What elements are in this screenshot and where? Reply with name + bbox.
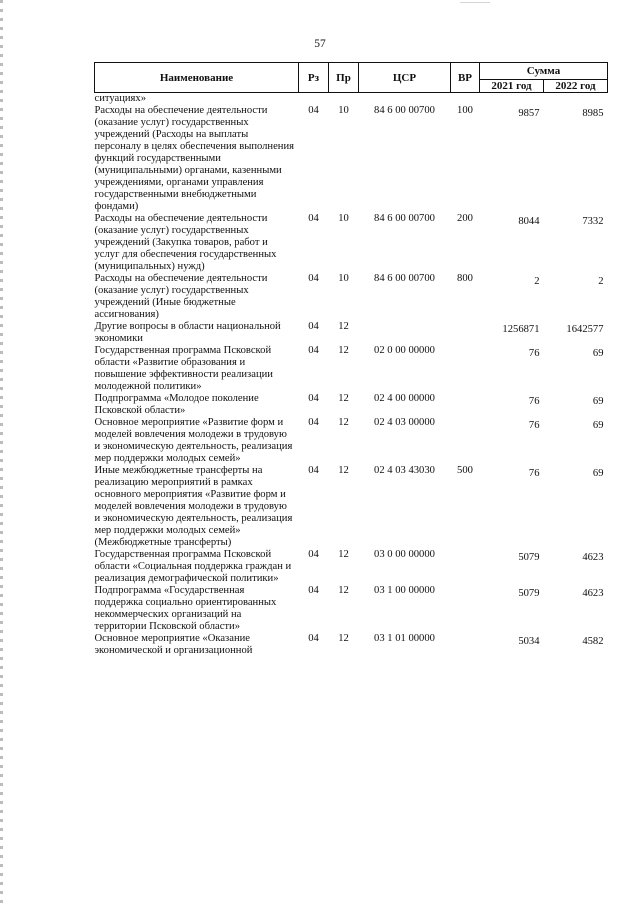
cell-rz: 04 xyxy=(308,549,319,560)
cell-2021: 76 xyxy=(528,396,540,407)
cell-rz: 04 xyxy=(308,213,319,224)
cell-2021: 76 xyxy=(528,420,540,431)
page-number: 57 xyxy=(314,38,326,50)
cell-name: Государственная программа Псковской области «Развитие образования и повышение эффективности реализации молодежной политики» xyxy=(94,345,273,392)
cell-vr xyxy=(451,93,480,106)
cell-name: Подпрограмма «Молодое поколение Псковской области» xyxy=(94,393,259,416)
header-csr: ЦСР xyxy=(359,63,451,93)
cell-2021: 9857 xyxy=(518,108,540,119)
cell-csr xyxy=(359,93,451,106)
cell-csr: 03 0 00 00000 xyxy=(374,549,435,560)
cell-name: Государственная программа Псковской области «Социальная поддержка граждан и реализация демографической политики» xyxy=(94,549,292,584)
cell-pr: 12 xyxy=(338,417,349,428)
table-row xyxy=(95,273,608,321)
table-row xyxy=(95,417,608,465)
table-row xyxy=(95,393,608,417)
cell-rz xyxy=(299,93,329,106)
cell-rz: 04 xyxy=(308,273,319,284)
cell-vr: 800 xyxy=(457,273,473,284)
cell-2021: 2 xyxy=(534,276,540,287)
cell-rz: 04 xyxy=(308,321,319,332)
header-year-2021: 2021 год xyxy=(480,80,544,93)
cell-2021: 76 xyxy=(528,348,540,359)
cell-2021: 8044 xyxy=(518,216,540,227)
cell-rz: 04 xyxy=(308,585,319,596)
cell-csr: 02 4 00 00000 xyxy=(374,393,435,404)
cell-pr: 12 xyxy=(338,465,349,476)
table-row xyxy=(95,345,608,393)
cell-name: ситуациях» xyxy=(94,93,147,104)
cell-2022: 4582 xyxy=(582,636,604,647)
cell-2021: 5079 xyxy=(518,588,540,599)
cell-name: Расходы на обеспечение деятельности (оказание услуг) государственных учреждений (Расходы на выплаты персоналу в целях обеспечения выполнения функций государственными (муниципальными) органами, казенными учреждениями, органами управления государственными внебюджетными фондами) xyxy=(94,105,295,212)
cell-2022: 8985 xyxy=(582,108,604,119)
cell-vr: 200 xyxy=(457,213,473,224)
cell-rz: 04 xyxy=(308,417,319,428)
cell-2022: 69 xyxy=(592,468,604,479)
cell-pr: 12 xyxy=(338,321,349,332)
cell-2022: 1642577 xyxy=(566,324,604,335)
cell-2022: 69 xyxy=(592,396,604,407)
cell-2022 xyxy=(544,93,608,106)
header-rz: Рз xyxy=(299,63,329,93)
cell-2022: 69 xyxy=(592,348,604,359)
cell-name: Иные межбюджетные трансферты на реализацию мероприятий в рамках основного мероприятия «Развитие форм и моделей вовлечения молодежи в трудовую и экономическую деятельность, реализация мер поддержки молодых семей» (Межбюджетные трансферты) xyxy=(94,465,293,548)
cell-csr: 84 6 00 00700 xyxy=(374,213,435,224)
cell-pr: 12 xyxy=(338,549,349,560)
cell-csr xyxy=(359,321,451,345)
cell-pr: 12 xyxy=(338,393,349,404)
cell-vr: 500 xyxy=(457,465,473,476)
cell-vr xyxy=(451,633,480,657)
table-row xyxy=(95,321,608,345)
cell-vr xyxy=(451,585,480,633)
cell-rz: 04 xyxy=(308,393,319,404)
cell-vr xyxy=(451,417,480,465)
cell-vr xyxy=(451,549,480,585)
cell-pr: 10 xyxy=(338,105,349,116)
cell-name: Подпрограмма «Государственная поддержка социально ориентированных некоммерческих организаций на территории Псковской области» xyxy=(94,585,277,632)
cell-2021 xyxy=(480,93,544,106)
cell-vr xyxy=(451,345,480,393)
cell-2022: 7332 xyxy=(582,216,604,227)
cell-2021: 5079 xyxy=(518,552,540,563)
cell-2021: 1256871 xyxy=(502,324,540,335)
table-row xyxy=(95,585,608,633)
cell-pr: 12 xyxy=(338,345,349,356)
cell-csr: 84 6 00 00700 xyxy=(374,273,435,284)
table-row xyxy=(95,105,608,213)
cell-2022: 69 xyxy=(592,420,604,431)
cell-2022: 4623 xyxy=(582,588,604,599)
cell-csr: 03 1 00 00000 xyxy=(374,585,435,596)
table-row xyxy=(95,213,608,273)
cell-pr: 12 xyxy=(338,585,349,596)
cell-name: Расходы на обеспечение деятельности (оказание услуг) государственных учреждений (Иные бюджетные ассигнования) xyxy=(94,273,268,320)
header-year-2022: 2022 год xyxy=(544,80,608,93)
budget-table xyxy=(94,62,608,657)
cell-csr: 84 6 00 00700 xyxy=(374,105,435,116)
cell-rz: 04 xyxy=(308,345,319,356)
cell-csr: 02 4 03 00000 xyxy=(374,417,435,428)
cell-pr: 10 xyxy=(338,273,349,284)
cell-csr: 03 1 01 00000 xyxy=(374,633,435,644)
cell-2021: 5034 xyxy=(518,636,540,647)
cell-name: Другие вопросы в области национальной экономики xyxy=(94,321,281,344)
cell-name: Расходы на обеспечение деятельности (оказание услуг) государственных учреждений (Закупка товаров, работ и услуг для обеспечения государственных (муниципальных) нужд) xyxy=(94,213,277,272)
scan-edge-marks xyxy=(0,0,3,905)
cell-vr xyxy=(451,393,480,417)
cell-csr: 02 0 00 00000 xyxy=(374,345,435,356)
cell-2022: 4623 xyxy=(582,552,604,563)
header-pr: Пр xyxy=(329,63,359,93)
scan-artifact xyxy=(460,2,490,3)
header-name: Наименование xyxy=(95,63,299,93)
cell-rz: 04 xyxy=(308,105,319,116)
cell-rz: 04 xyxy=(308,465,319,476)
table-row xyxy=(95,465,608,549)
cell-rz: 04 xyxy=(308,633,319,644)
table-header xyxy=(95,63,608,93)
cell-vr: 100 xyxy=(457,105,473,116)
cell-2021: 76 xyxy=(528,468,540,479)
table-body xyxy=(95,93,608,658)
table-row xyxy=(95,549,608,585)
cell-name: Основное мероприятие «Оказание экономической и организационной xyxy=(94,633,253,656)
cell-pr: 12 xyxy=(338,633,349,644)
table-row xyxy=(95,633,608,657)
cell-2022: 2 xyxy=(598,276,604,287)
table-row xyxy=(95,93,608,106)
cell-csr: 02 4 03 43030 xyxy=(374,465,435,476)
header-vr: ВР xyxy=(451,63,480,93)
cell-vr xyxy=(451,321,480,345)
header-sum: Сумма xyxy=(480,63,608,80)
cell-name: Основное мероприятие «Развитие форм и моделей вовлечения молодежи в трудовую и экономическую деятельность, реализация мер поддержки молодых семей» xyxy=(94,417,293,464)
cell-pr: 10 xyxy=(338,213,349,224)
cell-pr xyxy=(329,93,359,106)
